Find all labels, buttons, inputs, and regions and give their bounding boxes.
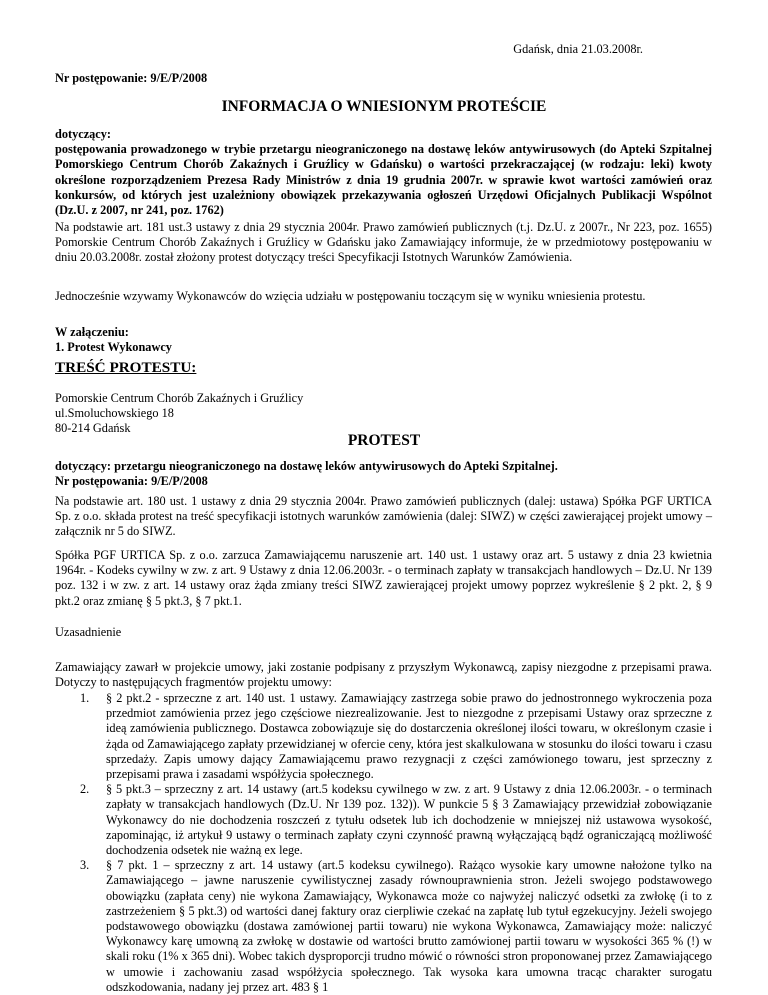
list-item-number: 2.	[80, 782, 90, 797]
list-item-text: § 7 pkt. 1 – sprzeczny z art. 14 ustawy (art.5 kodeksu cywilnego). Rażąco wysokie kary umowne nałożone tylko na Zamawiającego – jawne naruszenie cywilistycznej zasady równouprawnienia stron. Jeżeli swojego podstawowego obowiązku (zapłata ceny) nie wykona Zamawiający, Wykonawca może co najwyżej naliczyć odsetki za zwłokę (i to z zastrzeżeniem § 5 pkt.3) od wartości danej faktury oraz cierpliwie czekać na zapłatę lub tytuł egzekucyjny. Jeżeli swojego podstawowego obowiązku (dostawa zamówionej partii towaru) nie wykona Wykonawca, Zamawiający może: naliczyć Wykonawcy karę umowną za zwłokę w dostawie od wartości brutto zamówionej partii towaru w wysokości 365 % (!) w skali roku (1% x 365 dni). Wobec takich dysproporcji trudno mówić o równości stron proponowanej przez Zamawiającego w umowie i zachowaniu zasad współżycia społecznego. Tak wysoka kara umowna tracąc charakter surogatu odszkodowania, nadany jej przez art. 483 § 1	[106, 858, 712, 994]
protest-content-heading: TREŚĆ PROTESTU:	[55, 359, 197, 376]
protest-case-number: Nr postępowania: 9/E/P/2008	[55, 474, 208, 489]
paragraph-allegations: Spółka PGF URTICA Sp. z o.o. zarzuca Zamawiającemu naruszenie art. 140 ust. 1 ustawy oraz art. 5 ustawy z dnia 23 kwietnia 1964r. - Kodeks cywilny w zw. z art. 9 Ustawy z dnia 12.06.2003r. - o terminach zapłaty w transakcjach handlowych – Dz.U. Nr 139 poz. 132 i w zw. z art. 14 ustawy oraz żąda zmiany treści SIWZ zawierającej projekt umowy poprzez wykreślenie § 2 pkt. 2, § 9 pkt.2 oraz zmianę § 5 pkt.3, § 7 pkt.1.	[55, 548, 712, 608]
list-item	[55, 782, 712, 858]
attachments-label: W załączeniu:	[55, 325, 129, 339]
justification-heading: Uzasadnienie	[55, 625, 122, 639]
address-line: Pomorskie Centrum Chorób Zakaźnych i Gruźlicy	[55, 391, 304, 405]
concerning-label: dotyczący:	[55, 127, 111, 141]
concerning-text: postępowania prowadzonego w trybie przetargu nieograniczonego na dostawę leków antywirusowych (do Apteki Szpitalnej Pomorskiego Centrum Chorób Zakaźnych i Gruźlicy w Gdańsku) o wartości przekraczającej (w rodzaju: leki) kwoty określone rozporządzeniem Prezesa Rady Ministrów z dnia 19 grudnia 2007r. w sprawie kwot wartości zamówień oraz konkursów, od których jest uzależniony obowiązek przekazywania ogłoszeń Urzędowi Oficjalnych Publikacji Wspólnot (Dz.U. z 2007, nr 241, poz. 1762)	[55, 142, 712, 218]
address-line: ul.Smoluchowskiego 18	[55, 406, 174, 421]
list-item	[55, 858, 712, 995]
justification-points-list	[55, 691, 712, 995]
protest-concerning-line: dotyczący: przetargu nieograniczonego na dostawę leków antywirusowych do Apteki Szpitalnej.	[55, 459, 558, 473]
list-item-text: § 2 pkt.2 - sprzeczne z art. 140 ust. 1 ustawy. Zamawiający zastrzega sobie prawo do jednostronnego wykroczenia poza przedmiot zamówienia przez jego częściowe niezrealizowanie. Jest to niezgodne z przepisami Ustawy oraz sprzeczne z ideą zamówienia publicznego. Dostawca zobowiązuje się do dostarczenia określonej ilości towaru, w określonym czasie i żąda od Zamawiającego zapłaty przewidzianej w ofercie ceny, która jest skalkulowana w stosunku do ilości towaru i czasu sprzedaży. Zapis umowy dający Zamawiającemu prawo rezygnacji z części zamówionego towaru, jest sprzeczny z przepisami prawa i zasadami współżycia społecznego.	[106, 691, 712, 782]
concerning-block	[55, 127, 712, 218]
address-line: 80-214 Gdańsk	[55, 421, 131, 436]
list-item-number: 3.	[80, 858, 90, 873]
attachment-item: 1. Protest Wykonawcy	[55, 340, 172, 355]
paragraph-protest-basis: Na podstawie art. 180 ust. 1 ustawy z dnia 29 stycznia 2004r. Prawo zamówień publicznych (dalej: ustawa) Spółka PGF URTICA Sp. z o.o. składa protest na treść specyfikacji istotnych warunków zamówienia (dalej: SIWZ) w części zawierającej projekt umowy – załącznik nr 5 do SIWZ.	[55, 494, 712, 539]
case-number: Nr postępowanie: 9/E/P/2008	[55, 71, 208, 85]
list-item	[55, 691, 712, 782]
list-item-text: § 5 pkt.3 – sprzeczny z art. 14 ustawy (art.5 kodeksu cywilnego w zw. z art. 9 Ustawy z dnia 12.06.2003r. - o terminach zapłaty w transakcjach handlowych (Dz.U. Nr 139 poz. 132)). W punkcie 5 § 3 Zamawiający przewidział zobowiązanie Wykonawcy do nie dochodzenia roszczeń z tytułu odsetek lub ich dochodzenie w mniejszej niż ustawowa wysokość, zapominając, iż artykuł 9 ustawy o terminach zapłaty czyni czynność prawną wyłączającą bądź ograniczającą możliwość dochodzenia odsetek nie ważną ex lege.	[106, 782, 712, 858]
paragraph-call-to-contractors: Jednocześnie wzywamy Wykonawców do wzięcia udziału w postępowaniu toczącym się w wyniku wniesienia protestu.	[55, 289, 646, 303]
paragraph-legal-basis: Na podstawie art. 181 ust.3 ustawy z dnia 29 stycznia 2004r. Prawo zamówień publicznych (t.j. Dz.U. z 2007r., Nr 223, poz. 1655) Pomorskie Centrum Chorób Zakaźnych i Gruźlicy w Gdańsku jako Zamawiający informuje, że w przedmiotowy postępowaniu w dniu 20.03.2008r. został złożony protest dotyczący treści Specyfikacji Istotnych Warunków Zamówienia.	[55, 220, 712, 265]
attachments-block	[55, 325, 172, 355]
recipient-address	[55, 391, 303, 437]
document-title: INFORMACJA O WNIESIONYM PROTEŚCIE	[221, 98, 547, 115]
protest-title: PROTEST	[347, 432, 421, 449]
protest-concerning-block	[55, 459, 712, 489]
document-date: Gdańsk, dnia 21.03.2008r.	[513, 42, 643, 56]
justification-intro: Zamawiający zawarł w projekcie umowy, jaki zostanie podpisany z przyszłym Wykonawcą, zapisy niezgodne z przepisami prawa. Dotyczy to następujących fragmentów projektu umowy:	[55, 660, 712, 690]
list-item-number: 1.	[80, 691, 90, 705]
